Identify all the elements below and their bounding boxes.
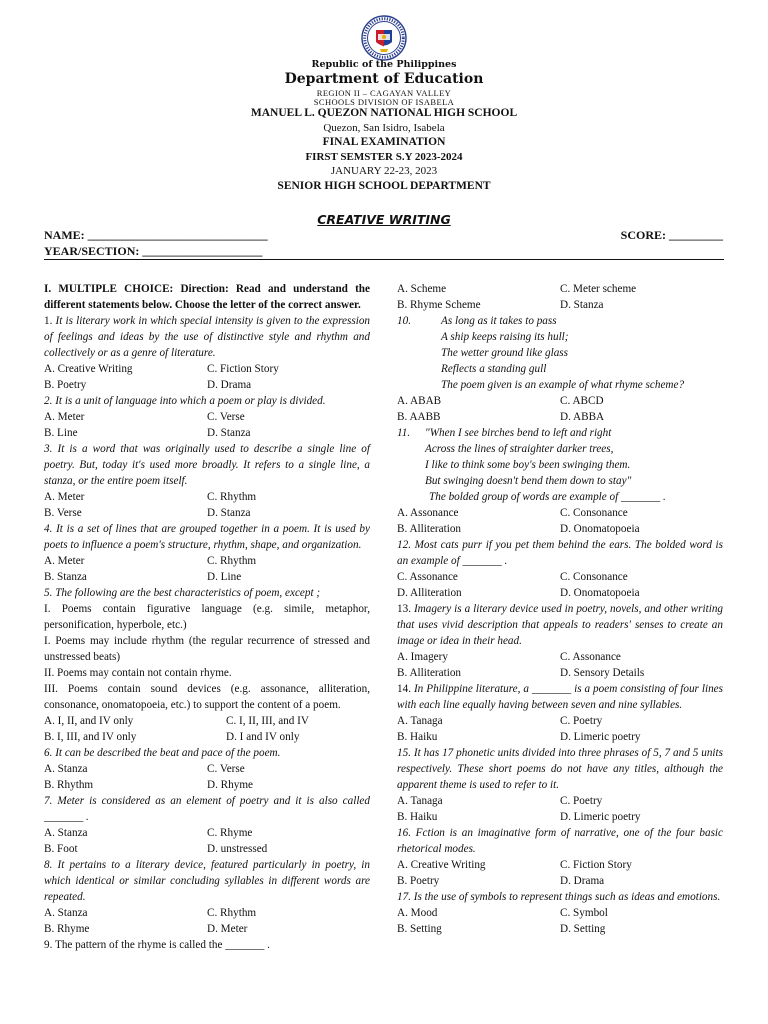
option-c[interactable]: C. Rhyme [207, 827, 253, 839]
question-4 [44, 521, 370, 585]
question-text: The poem given is an example of what rhyme scheme? [441, 379, 685, 391]
poem-line: Across the lines of straighter darker trees, [425, 443, 614, 455]
question-7 [44, 793, 370, 857]
option-c[interactable]: C. Symbol [560, 907, 608, 919]
option-c[interactable]: C. Meter scheme [560, 283, 637, 295]
option-d[interactable]: D. Limeric poetry [560, 731, 641, 743]
question-text: The bolded group of words are example of _______ . [429, 491, 666, 503]
option-d[interactable]: D. Limeric poetry [560, 811, 641, 823]
option-d[interactable]: D. Stanza [207, 427, 251, 439]
option-d[interactable]: D. unstressed [207, 843, 268, 855]
option-c[interactable]: C. Rhythm [207, 907, 257, 919]
option-d[interactable]: D. Onomatopoeia [560, 587, 640, 599]
option-b[interactable]: B. Poetry [397, 875, 440, 887]
option-a[interactable]: A. Creative Writing [44, 363, 133, 375]
option-c[interactable]: C. Verse [207, 411, 245, 423]
option-a[interactable]: A. Stanza [44, 907, 88, 919]
question-text: 12. Most cats purr if you pet them behind the ears. The bolded word is an example of _______ . [397, 539, 723, 567]
option-c[interactable]: C. Fiction Story [207, 363, 279, 375]
question-11 [397, 425, 723, 537]
option-a[interactable]: A. Tanaga [397, 715, 443, 727]
option-d[interactable]: D. Meter [207, 923, 248, 935]
department-title: Department of Education [284, 71, 484, 87]
option-a[interactable]: A. Assonance [397, 507, 459, 519]
deped-seal-icon [361, 15, 407, 61]
exam-title: FINAL EXAMINATION [322, 136, 446, 148]
option-c[interactable]: C. Poetry [560, 795, 603, 807]
option-c[interactable]: C. Consonance [560, 507, 628, 519]
region-label: REGION II – CAGAYAN VALLEY [316, 88, 452, 98]
option-b[interactable]: B. Foot [44, 843, 78, 855]
question-text: 17. Is the use of symbols to represent things such as ideas and emotions. [397, 891, 721, 903]
question-text: 8. It pertains to a literary device, featured particularly in poetry, in which identical or similar concluding syllables in different words are repeated. [44, 859, 370, 903]
question-3 [44, 441, 370, 521]
option-b[interactable]: B. Alliteration [397, 667, 462, 679]
option-d[interactable]: D. ABBA [560, 411, 605, 423]
option-a[interactable]: A. Scheme [397, 283, 447, 295]
question-12 [397, 537, 723, 601]
question-15 [397, 745, 723, 825]
question-text: 4. It is a set of lines that are grouped together in a poem. It is used by poets to influence a poem's structure, rhythm, shape, and organization. [44, 523, 370, 551]
poem-line: As long as it takes to pass [441, 315, 557, 327]
semester-label: FIRST SEMSTER S.Y 2023-2024 [305, 151, 463, 163]
option-c[interactable]: C. Poetry [560, 715, 603, 727]
option-b[interactable]: D. Alliteration [397, 587, 462, 599]
question-text: Imagery is a literary device used in poetry, novels, and other writing that uses vivid description that appeals to readers' senses to create an image or idea in their head. [397, 603, 724, 647]
option-a[interactable]: A. Mood [397, 907, 438, 919]
question-text: 15. It has 17 phonetic units divided into three phrases of 5, 7 and 5 units respectively. These short poems do not have any titles, although the apparent theme is used to refer to it. [397, 747, 723, 791]
option-b[interactable]: B. Rhythm [44, 779, 94, 791]
score-field[interactable]: SCORE: _________ [620, 228, 723, 242]
question-text: 16. Fction is an imaginative form of narrative, one of the four basic rhetorical modes. [397, 827, 723, 855]
statement-item: III. Poems contain sound devices (e.g. assonance, alliteration, consonance, onomatopoeia, etc.) to support the content of a poem. [44, 683, 370, 711]
question-13 [397, 601, 723, 681]
option-a[interactable]: A. ABAB [397, 395, 442, 407]
option-a[interactable]: A. Creative Writing [397, 859, 486, 871]
option-a[interactable]: A. I, II, and IV only [44, 715, 134, 727]
question-text: 3. It is a word that was originally used to describe a single line of poetry. But, today it's used more broadly. It refers to a single line, a stanza, or the entire poem itself. [44, 443, 370, 487]
option-b[interactable]: B. Haiku [397, 731, 438, 743]
republic-label: Republic of the Philippines [311, 59, 457, 70]
option-c[interactable]: C. Fiction Story [560, 859, 632, 871]
option-c[interactable]: C. Rhythm [207, 491, 257, 503]
option-b[interactable]: B. AABB [397, 411, 441, 423]
option-b[interactable]: B. Alliteration [397, 523, 462, 535]
option-d[interactable]: D. Drama [560, 875, 605, 887]
option-d[interactable]: D. I and IV only [226, 731, 300, 743]
option-d[interactable]: D. Stanza [560, 299, 604, 311]
option-c[interactable]: C. ABCD [560, 395, 604, 407]
left-column [44, 281, 370, 953]
department-name: SENIOR HIGH SCHOOL DEPARTMENT [277, 180, 491, 192]
poem-line: But swinging doesn't bend them down to stay" [425, 475, 632, 487]
question-text: In Philippine literature, a _______ is a poem consisting of four lines with each line equally having between seven and nine syllables. [397, 683, 723, 711]
option-c[interactable]: C. I, II, III, and IV [226, 715, 309, 727]
option-d[interactable]: D. Line [207, 571, 242, 583]
question-6 [44, 745, 370, 793]
question-1 [44, 313, 370, 393]
option-a[interactable]: A. Imagery [397, 651, 448, 663]
year-section-field[interactable]: YEAR/SECTION: ____________________ [44, 244, 263, 258]
question-text: It is literary work in which special intensity is given to the expression of feelings and ideas by the use of distinctive style and rhythm and collectively or as a genre of literature. [44, 315, 371, 359]
exam-date: JANUARY 22-23, 2023 [330, 165, 438, 177]
question-number: 14. [397, 683, 414, 695]
option-c[interactable]: C. Assonance [560, 651, 621, 663]
statement-item: I. Poems contain figurative language (e.g. simile, metaphor, personification, hyperbole, etc.) [44, 603, 370, 631]
question-8 [44, 857, 370, 937]
option-b[interactable]: B. Rhyme [44, 923, 90, 935]
question-17 [397, 889, 723, 937]
option-a[interactable]: A. Tanaga [397, 795, 443, 807]
option-b[interactable]: B. Haiku [397, 811, 438, 823]
question-text: 6. It can be described the beat and pace of the poem. [44, 747, 281, 759]
question-text: 5. The following are the best characteristics of poem, except ; [44, 587, 321, 599]
right-column [397, 281, 723, 937]
question-10 [397, 313, 723, 425]
poem-line: Reflects a standing gull [441, 363, 547, 375]
name-field[interactable]: NAME: ______________________________ [44, 228, 268, 242]
option-c[interactable]: C. Verse [207, 763, 245, 775]
poem-line: A ship keeps raising its hull; [441, 331, 569, 343]
option-b[interactable]: B. Rhyme Scheme [397, 299, 481, 311]
poem-line: I like to think some boy's been swinging them. [425, 459, 631, 471]
option-d[interactable]: D. Onomatopoeia [560, 523, 640, 535]
question-2 [44, 393, 370, 441]
subject-title: CREATIVE WRITING [317, 212, 451, 227]
question-text: 7. Meter is considered as an element of poetry and it is also called _______ . [44, 795, 370, 823]
statement-item: I. Poems may include rhythm (the regular recurrence of stressed and unstressed beats) [44, 635, 370, 663]
question-number: 10. [397, 315, 411, 327]
question-16 [397, 825, 723, 889]
option-b[interactable]: B. Setting [397, 923, 442, 935]
question-text: 2. It is a unit of language into which a poem or play is divided. [44, 395, 326, 407]
question-9-options [397, 281, 723, 313]
header-divider [44, 259, 724, 260]
division-label: SCHOOLS DIVISION OF ISABELA [313, 97, 455, 107]
option-a[interactable]: C. Assonance [397, 571, 458, 583]
option-a[interactable]: A. Meter [44, 411, 85, 423]
poem-line: The wetter ground like glass [441, 347, 568, 359]
question-5 [44, 585, 370, 745]
option-c[interactable]: C. Consonance [560, 571, 628, 583]
statement-item: II. Poems may contain not contain rhyme. [44, 667, 232, 679]
school-name: MANUEL L. QUEZON NATIONAL HIGH SCHOOL [250, 107, 518, 119]
option-d[interactable]: D. Setting [560, 923, 606, 935]
option-b[interactable]: B. Stanza [44, 571, 87, 583]
question-14 [397, 681, 723, 745]
option-b[interactable]: B. Poetry [44, 379, 87, 391]
option-d[interactable]: D. Rhyme [207, 779, 253, 791]
option-b[interactable]: B. Line [44, 427, 78, 439]
option-d[interactable]: D. Drama [207, 379, 252, 391]
option-a[interactable]: A. Meter [44, 491, 85, 503]
question-number: 11. [397, 427, 411, 439]
question-number: 1. [44, 315, 56, 327]
school-address: Quezon, San Isidro, Isabela [323, 122, 445, 134]
question-number: 13. [397, 603, 414, 615]
option-b[interactable]: B. Verse [44, 507, 82, 519]
option-c[interactable]: C. Rhythm [207, 555, 257, 567]
option-a[interactable]: A. Stanza [44, 827, 88, 839]
option-b[interactable]: B. I, III, and IV only [44, 731, 137, 743]
instructions: I. MULTIPLE CHOICE: Direction: Read and understand the different statements below. Choose the letter of the correct answer. [44, 283, 370, 311]
poem-line: "When I see birches bend to left and right [425, 427, 612, 439]
option-a[interactable]: A. Meter [44, 555, 85, 567]
option-d[interactable]: D. Stanza [207, 507, 251, 519]
question-9-text: 9. The pattern of the rhyme is called the _______ . [44, 939, 270, 951]
option-a[interactable]: A. Stanza [44, 763, 88, 775]
option-d[interactable]: D. Sensory Details [560, 667, 645, 679]
